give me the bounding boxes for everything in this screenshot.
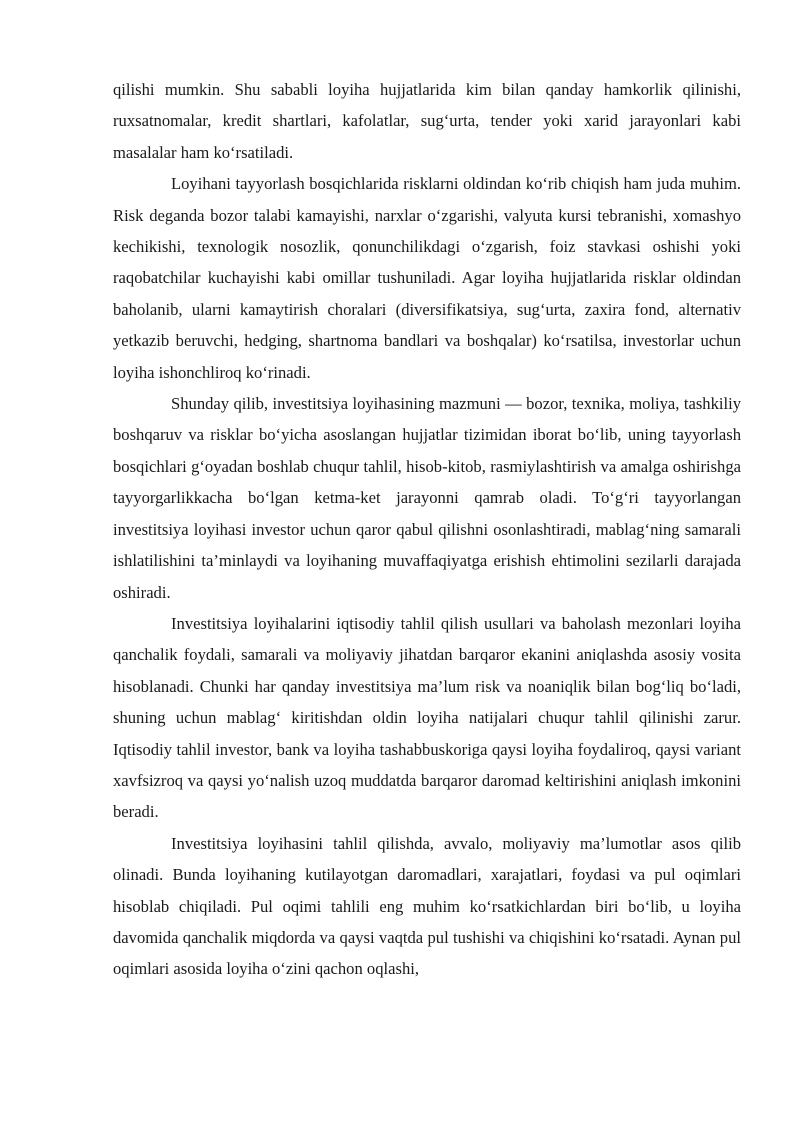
document-page: [113, 74, 741, 985]
paragraph-5: Investitsiya loyihasini tahlil qilishda, avvalo, moliyaviy ma’lumotlar asos qilib olinadi. Bunda loyihaning kutilayotgan daromadlari, xarajatlari, foydasi va pul oqimlari hisoblab chiqiladi. Pul oqimi tahlili eng muhim ko‘rsatkichlardan biri bo‘lib, u loyiha davomida qanchalik miqdorda va qaysi vaqtda pul tushishi va chiqishini ko‘rsatadi. Aynan pul oqimlari asosida loyiha o‘zini qachon oqlashi,: [113, 833, 741, 979]
paragraph-4: Investitsiya loyihalarini iqtisodiy tahlil qilish usullari va baholash mezonlari loyiha qanchalik foydali, samarali va moliyaviy jihatdan barqaror ekanini aniqlashda asosiy vosita hisoblanadi. Chunki har qanday investitsiya ma’lum risk va noaniqlik bilan bog‘liq bo‘ladi, shuning uchun mablag‘ kiritishdan oldin loyiha natijalari chuqur tahlil qilinishi zarur. Iqtisodiy tahlil investor, bank va loyiha tashabbuskoriga qaysi loyiha foydaliroq, qaysi variant xavfsizroq va qaysi yo‘nalish uzoq muddatda barqaror daromad keltirishini aniqlash imkonini beradi.: [113, 613, 741, 822]
paragraph-1: qilishi mumkin. Shu sababli loyiha hujjatlarida kim bilan qanday hamkorlik qilinishi, ruxsatnomalar, kredit shartlari, kafolatlar, sug‘urta, tender yoki xarid jarayonlari kabi masalalar ham ko‘rsatiladi.: [113, 80, 741, 162]
paragraph-2: Loyihani tayyorlash bosqichlarida risklarni oldindan ko‘rib chiqish ham juda muhim. Risk deganda bozor talabi kamayishi, narxlar o‘zgarishi, valyuta kursi tebranishi, xomashyo kechikishi, texnologik nosozlik, qonunchilikdagi o‘zgarish, foiz stavkasi oshishi yoki raqobatchilar kuchayishi kabi omillar tushuniladi. Agar loyiha hujjatlarida risklar oldindan baholanib, ularni kamaytirish choralari (diversifikatsiya, sug‘urta, zaxira fond, alternativ yetkazib beruvchi, hedging, shartnoma bandlari va boshqalar) ko‘rsatilsa, investorlar uchun loyiha ishonchliroq ko‘rinadi.: [113, 174, 741, 382]
paragraph-3: Shunday qilib, investitsiya loyihasining mazmuni — bozor, texnika, moliya, tashkiliy boshqaruv va risklar bo‘yicha asoslangan hujjatlar tizimidan iborat bo‘lib, uning tayyorlash bosqichlari g‘oyadan boshlab chuqur tahlil, hisob-kitob, rasmiylashtirish va amalga oshirishga tayyorgarlikkacha bo‘lgan ketma-ket jarayonni qamrab oladi. To‘g‘ri tayyorlangan investitsiya loyihasi investor uchun qaror qabul qilishni osonlashtiradi, mablag‘ning samarali ishlatilishini ta’minlaydi va loyihaning muvaffaqiyatga erishish ehtimolini sezilarli darajada oshiradi.: [113, 394, 741, 602]
